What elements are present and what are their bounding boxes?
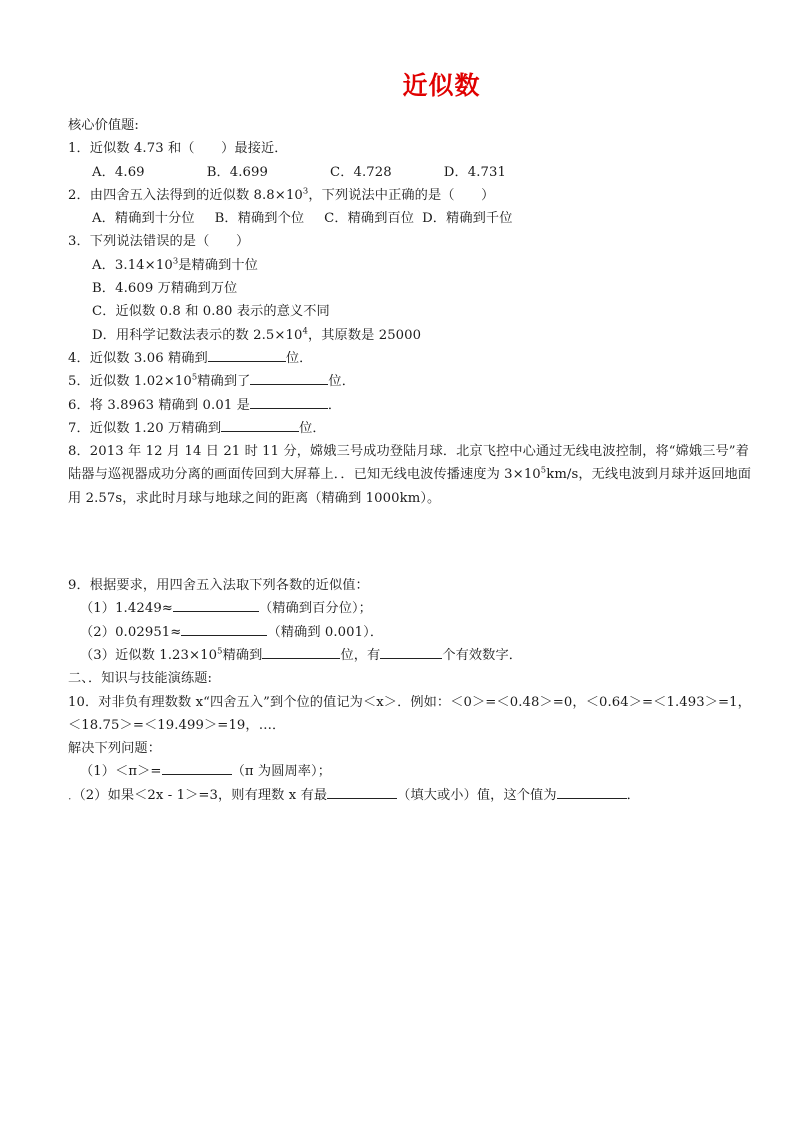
answer-blank[interactable]	[173, 611, 259, 612]
question-7	[68, 417, 758, 440]
option-c: C．精确到百位	[324, 211, 415, 227]
question-10-stem: 10．对非负有理数数 x“四舍五入”到个位的值记为＜x＞．例如：＜0＞=＜0.48＞=0，＜0.64＞=＜1.493＞=1，＜18.75＞=＜19.499＞=19，…．	[68, 694, 751, 733]
question-9-exponent: 5	[217, 645, 223, 656]
question-10-sub1-post: （π 为圆周率）；	[231, 764, 332, 780]
question-9-sub2	[68, 621, 758, 644]
page-title: 近似数	[402, 71, 481, 100]
question-5-pre: 5．近似数 1.02×10	[68, 374, 192, 390]
option-c: C．4.728	[330, 164, 392, 180]
leading-dot: ．	[68, 788, 80, 802]
question-9-sub3-mid2: 位，有	[340, 647, 381, 663]
question-10-sub1	[68, 760, 758, 783]
question-9-sub1-pre: （1）1.4249≈	[80, 601, 173, 617]
question-9-sub1	[68, 597, 758, 620]
question-10-sub2-post: ．	[626, 787, 640, 803]
question-3-option-b	[68, 277, 758, 300]
answer-blank[interactable]	[221, 431, 299, 432]
question-10-sub1-pre: （1）＜π＞=	[80, 764, 162, 780]
answer-space	[68, 510, 758, 574]
question-4-post: 位．	[285, 350, 313, 366]
document-body	[68, 114, 758, 807]
question-9-sub3-pre: （3）近似数 1.23×10	[80, 647, 218, 663]
question-2-exponent: 3	[302, 185, 309, 196]
question-9-sub1-post: （精确到百分位）；	[258, 601, 372, 617]
option-b: B．4.699	[206, 164, 269, 180]
question-10-sub2-pre: （2）如果＜2x - 1＞=3，则有理数 x 有最	[79, 787, 328, 803]
question-6-post: ．	[327, 397, 342, 413]
question-3-option-d	[68, 324, 758, 347]
section-heading-skills: 二、．知识与技能演练题:	[68, 671, 213, 687]
question-6	[68, 394, 758, 417]
answer-blank[interactable]	[262, 658, 340, 659]
question-5-post: 位．	[328, 374, 355, 390]
question-6-pre: 6．将 3.8963 精确到 0.01 是	[68, 397, 250, 413]
question-1-options	[68, 161, 758, 184]
question-5	[68, 370, 758, 393]
answer-blank[interactable]	[380, 658, 442, 659]
option-b: B．精确到个位	[214, 211, 305, 227]
question-4	[68, 347, 758, 370]
question-8-part2: km/s，无线电波到月球并返回地面用 2.57s，求此时月球与地球之间的距离（精确到 1000km）。	[68, 467, 752, 506]
option-a-exponent: 3	[172, 255, 179, 266]
question-3-option-a	[68, 254, 758, 277]
question-2-options	[68, 207, 758, 230]
answer-blank[interactable]	[208, 361, 286, 362]
answer-blank[interactable]	[162, 774, 232, 775]
option-d: D．4.731	[443, 164, 506, 180]
option-c-pre: C．近似数 0.8 和 0.80 表示的意义不同	[92, 304, 330, 320]
option-d-pre: D．用科学记数法表示的数 2.5×10	[92, 327, 303, 343]
question-10-solve-label: 解决下列问题：	[68, 741, 162, 757]
question-8-exponent: 5	[540, 465, 547, 476]
question-8-part1: 8．2013 年 12 月 14 日 21 时 11 分，嫦娥三号成功登陆月球．北京飞控中心通过无线电波控制，将“嫦娥三号”着陆器与巡视器成功分离的画面传回到大屏幕上．．已知无线电波传播速度为 3×10	[68, 444, 749, 483]
option-a: A．精确到十分位	[92, 211, 195, 227]
question-9-sub3-mid: 精确到	[222, 647, 263, 663]
question-10-sub2-mid: （填大或小）值，这个值为	[397, 787, 557, 803]
question-5-exponent: 5	[191, 371, 198, 382]
question-9-sub3-post: 个有效数字．	[442, 647, 523, 663]
question-1-stem: 1．近似数 4.73 和（ ）最接近．	[68, 141, 288, 157]
question-8	[68, 440, 758, 510]
option-a-pre: A．3.14×10	[92, 257, 173, 273]
option-a-post: 是精确到十位	[178, 257, 258, 273]
question-4-pre: 4．近似数 3.06 精确到	[68, 350, 208, 366]
answer-blank[interactable]	[250, 384, 328, 385]
option-b-pre: B．4.609 万精确到万位	[92, 281, 238, 297]
option-d-post: ，其原数是 25000	[307, 327, 422, 343]
option-d: D．精确到千位	[422, 211, 513, 227]
question-7-post: 位．	[299, 420, 326, 436]
question-9-sub2-pre: （2）0.02951≈	[80, 624, 182, 640]
question-9-stem: 9．根据要求，用四舍五入法取下列各数的近似值：	[68, 578, 369, 594]
question-10-sub2	[68, 784, 758, 807]
option-a: A．4.69	[92, 164, 145, 180]
question-2-stem	[68, 184, 758, 207]
option-d-exponent: 4	[302, 325, 308, 336]
section-heading-core: 核心价值题:	[68, 118, 139, 133]
question-3-option-c	[68, 300, 758, 323]
question-3-stem: 3．下列说法错误的是（ ）	[68, 234, 250, 250]
answer-blank[interactable]	[181, 635, 267, 636]
question-2-stem-pre: 2．由四舍五入法得到的近似数 8.8×10	[68, 187, 303, 203]
question-7-pre: 7．近似数 1.20 万精确到	[68, 420, 222, 436]
answer-blank[interactable]	[557, 798, 627, 799]
question-5-mid: 精确到了	[197, 374, 251, 390]
question-9-sub3	[68, 644, 758, 667]
question-9-sub2-post: （精确到 0.001）．	[267, 624, 384, 640]
question-2-stem-post: ，下列说法中正确的是（ ）	[308, 187, 495, 203]
answer-blank[interactable]	[327, 798, 397, 799]
answer-blank[interactable]	[250, 408, 328, 409]
